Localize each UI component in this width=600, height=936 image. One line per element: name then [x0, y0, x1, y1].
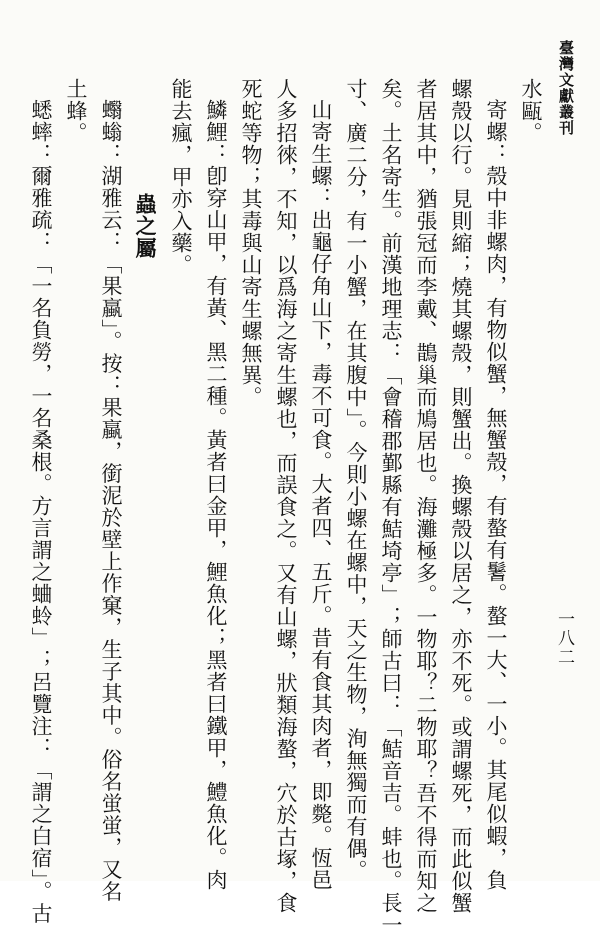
text-column-8: 人多招徠，不知，以爲海之寄生螺也，而誤食之。又有山螺，狀類海螯，穴於古塚，食 — [274, 78, 298, 914]
text-column-6: 寸、廣二分，有一小蟹，在其腹中」。今則小螺在螺中，天之生物，洵無獨而有偶。 — [344, 78, 368, 882]
text-column-4: 者居其中，猶張冠而李戴、鵲巢而鳩居也。海灘極多。一物耶？二物耶？吾不得而知之 — [414, 78, 438, 914]
body-text — [29, 78, 548, 936]
text-column-5: 矣。土名寄生。前漢地理志：「會稽郡鄞縣有鮚埼亭」；師古曰：「鮚音吉。蚌也。長一 — [379, 78, 403, 936]
text-column-15: 蟋蟀：爾雅疏：「一名負勞，一名桑根。方言謂之蛐蛉」；呂覽注：「謂之白宿」。古 — [29, 99, 53, 925]
text-column-13: 蠮螉：湖雅云：「果蠃」。按：果蠃，銜泥於壁上作窠，生子其中。俗名蛍蛍，又名 — [99, 99, 123, 903]
text-column-1: 水甌。 — [519, 78, 543, 144]
text-column-3: 螺殼以行。見則縮；燒其螺殼，則蟹出。換螺殼以居之，亦不死。或謂螺死，而此似蟹 — [449, 78, 473, 914]
text-column-9: 死蛇等物；其毒與山寄生螺無異。 — [239, 78, 263, 408]
section-heading: 蟲之屬 — [133, 193, 158, 259]
text-column-10: 鱗鯉：卽穿山甲，有黃、黑二種。黃者曰金甲，鯉魚化；黑者曰鐵甲，鱧魚化。肉 — [204, 99, 228, 891]
running-head-series-title: 臺灣文獻叢刊 — [557, 40, 575, 136]
text-column-2: 寄螺：殼中非螺肉，有物似蟹，無蟹殼，有螯有鬐。螯一大、一小。其尾似蝦，負 — [484, 99, 508, 891]
text-column-14: 土蜂。 — [64, 78, 88, 144]
page-number: 一八二 — [554, 610, 574, 667]
text-column-11: 能去瘋，甲亦入藥。 — [169, 78, 193, 276]
text-column-7: 山寄生螺：出龜仔角山下，毒不可食。大者四、五斤。昔有食其肉者，即斃。恆邑 — [309, 99, 333, 891]
